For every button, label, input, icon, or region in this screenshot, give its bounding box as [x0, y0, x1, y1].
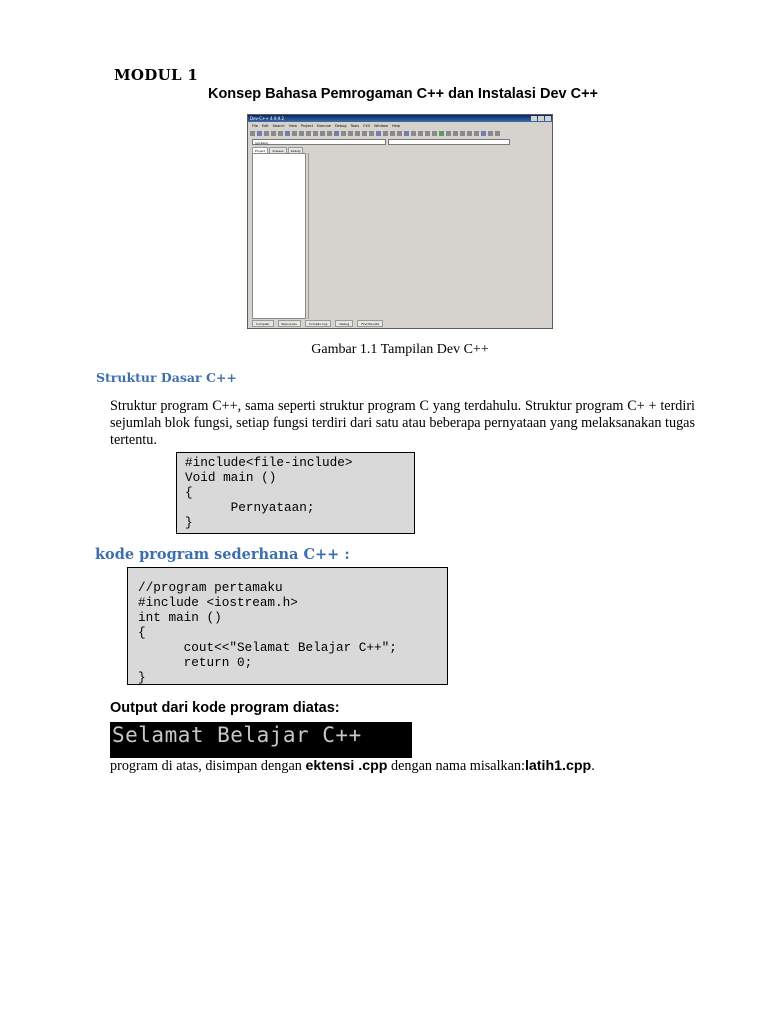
code-line: { — [138, 625, 146, 640]
ide-bottom-tab: Compiler — [252, 320, 274, 327]
ide-bottom-tab: Compile Log — [305, 320, 332, 327]
section-heading-struktur: Struktur Dasar C++ — [96, 370, 237, 385]
code-line: { — [185, 485, 193, 500]
ide-menu-item: Edit — [261, 124, 269, 128]
code-line: #include<file-include> — [185, 455, 353, 470]
ide-menu-item: Debug — [334, 124, 347, 128]
ide-menu-item: View — [288, 124, 297, 128]
ide-menu-item: Project — [300, 124, 313, 128]
ide-menu-item: Execute — [316, 124, 331, 128]
figure-caption: Gambar 1.1 Tampilan Dev C++ — [311, 342, 489, 357]
module-subtitle: Konsep Bahasa Pemrogaman C++ dan Instalasi Dev C++ — [207, 86, 599, 102]
ide-menu-item: Search — [272, 124, 285, 128]
ide-title-bar — [248, 115, 552, 122]
code-line: //program pertamaku — [138, 580, 283, 595]
devcpp-screenshot — [247, 114, 553, 329]
ide-menu-item: Window — [374, 124, 388, 128]
output-heading: Output dari kode program diatas: — [110, 700, 340, 716]
ide-project-pane — [252, 153, 306, 319]
module-label: MODUL 1 — [114, 66, 199, 84]
ide-menu-bar — [248, 123, 552, 129]
code-block-structure — [176, 452, 415, 534]
section-heading-kode: kode program sederhana C++ : — [95, 546, 350, 563]
ide-menu-item: Tools — [350, 124, 360, 128]
ide-bottom-tab: Debug — [335, 320, 353, 327]
closing-sentence — [110, 758, 595, 775]
ide-bottom-tab: Resources — [278, 320, 301, 327]
closing-text: dengan nama misalkan: — [387, 758, 525, 774]
ide-editor-area — [308, 153, 550, 319]
ide-tab: Project — [252, 147, 268, 153]
ide-tab: Classes — [269, 147, 286, 153]
ide-class-combo: (globals) — [252, 139, 386, 145]
code-line: cout<<"Selamat Belajar C++"; — [138, 640, 397, 655]
section-paragraph: Struktur program C++, sama seperti struktur program C yang terdahulu. Struktur program C+ + terdiri sejumlah blok fungsi, setiap fungsi terdiri dari satu atau beberapa pernyataan yang melaksanakan tugas tertentu. — [110, 398, 695, 448]
filename-emphasis: latih1.cpp — [524, 758, 592, 774]
ide-bottom-tab: Find Results — [357, 320, 383, 327]
code-line: int main () — [138, 610, 222, 625]
code-line: } — [185, 515, 193, 530]
code-line: } — [138, 670, 146, 685]
ide-bottom-tabs — [252, 320, 550, 327]
code-block-program — [127, 567, 448, 685]
ide-member-combo — [388, 139, 510, 145]
closing-text: program di atas, disimpan dengan — [110, 758, 306, 774]
code-line: return 0; — [138, 655, 253, 670]
code-line: Pernyataan; — [185, 500, 315, 515]
ide-toolbar — [250, 130, 550, 137]
ide-window-buttons — [531, 116, 551, 121]
ide-menu-item: Help — [391, 124, 400, 128]
ide-menu-item: File — [252, 124, 258, 128]
ide-tab: Debug — [288, 147, 304, 153]
console-output: Selamat Belajar C++ — [110, 722, 412, 758]
closing-text: . — [591, 758, 595, 774]
ide-window-title: Dev-C++ 4.9.9.2 — [250, 116, 285, 121]
ide-menu-item: CVS — [363, 124, 371, 128]
extension-emphasis: ektensi .cpp — [305, 758, 388, 774]
code-line: Void main () — [185, 470, 277, 485]
code-line: #include <iostream.h> — [138, 595, 298, 610]
